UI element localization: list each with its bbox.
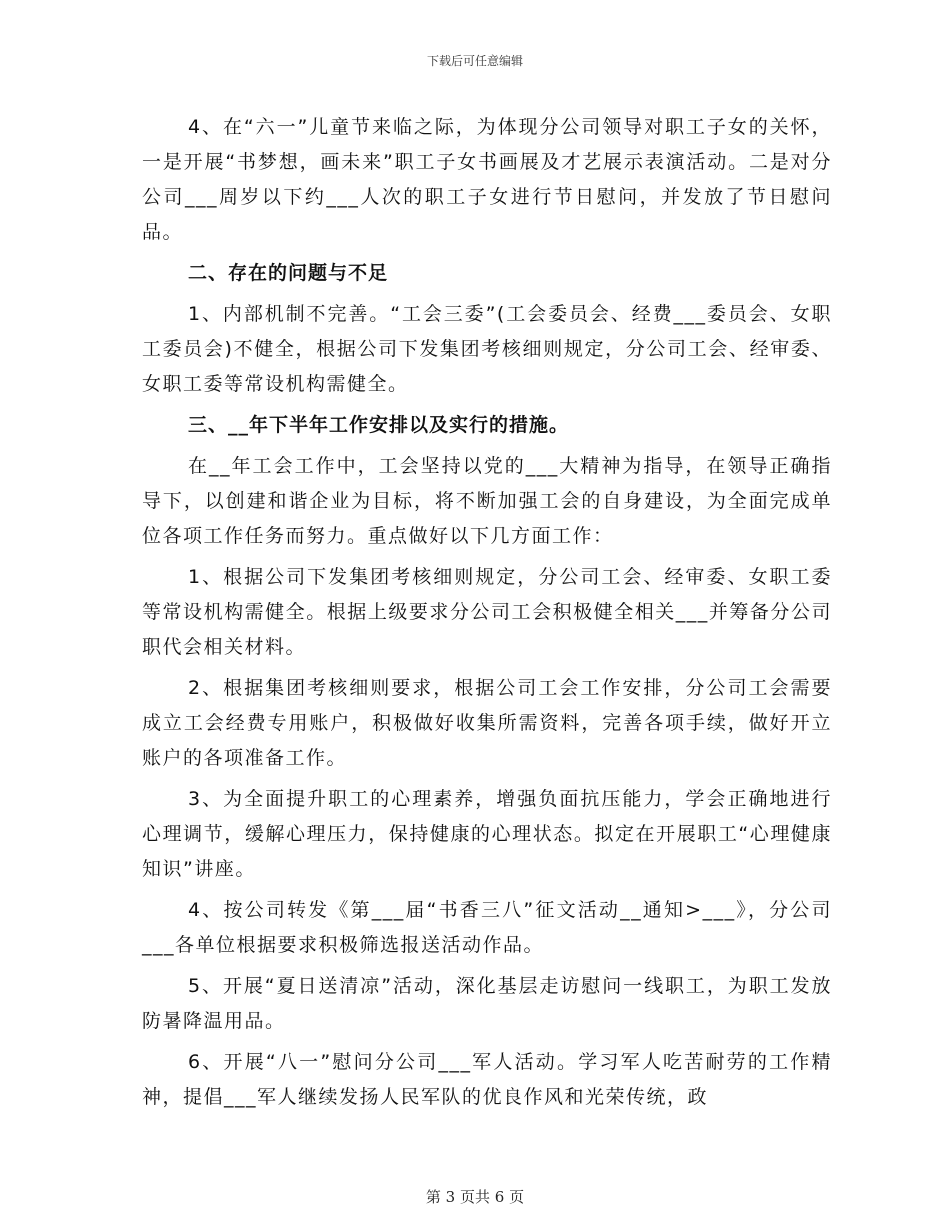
page-header: 下载后可任意编辑 bbox=[426, 54, 523, 68]
section-heading-plans: 三、__年下半年工作安排以及实行的措施。 bbox=[188, 414, 570, 436]
document-body bbox=[142, 110, 832, 1121]
paragraph-children-day: 4、在“六一”儿童节来临之际，为体现分公司领导对职工子女的关怀，一是开展“书梦想，画未来”职工子女书画展及才艺展示表演活动。二是对分公司___周岁以下约___人次的职工子女进行节日慰问，并发放了节日慰问品。 bbox=[142, 116, 832, 243]
page-footer: 第 3 页共 6 页 bbox=[425, 1188, 525, 1206]
paragraph-plan-6: 6、开展“八一”慰问分公司___军人活动。学习军人吃苦耐劳的工作精神，提倡___军人继续发扬人民军队的优良作风和光荣传统，政 bbox=[142, 1051, 832, 1108]
paragraph-intro-plans: 在__年工会工作中，工会坚持以党的___大精神为指导，在领导正确指导下，以创建和谐企业为目标，将不断加强工会的自身建设，为全面完成单位各项工作任务而努力。重点做好以下几方面工作： bbox=[142, 455, 832, 547]
section-heading-problems: 二、存在的问题与不足 bbox=[188, 262, 389, 284]
paragraph-plan-3: 3、为全面提升职工的心理素养，增强负面抗压能力，学会正确地进行心理调节，缓解心理压力，保持健康的心理状态。拟定在开展职工“心理健康知识”讲座。 bbox=[142, 788, 832, 880]
paragraph-mechanism: 1、内部机制不完善。“工会三委”(工会委员会、经费___委员会、女职工委员会)不健全，根据公司下发集团考核细则规定，分公司工会、经审委、女职工委等常设机构需健全。 bbox=[142, 303, 832, 395]
paragraph-plan-1: 1、根据公司下发集团考核细则规定，分公司工会、经审委、女职工委等常设机构需健全。根据上级要求分公司工会积极健全相关___并筹备分公司职代会相关材料。 bbox=[142, 566, 832, 658]
paragraph-plan-2: 2、根据集团考核细则要求，根据公司工会工作安排，分公司工会需要成立工会经费专用账户，积极做好收集所需资料，完善各项手续，做好开立账户的各项准备工作。 bbox=[142, 677, 832, 769]
paragraph-plan-4: 4、按公司转发《第___届“书香三八”征文活动__通知>___》，分公司___各单位根据要求积极筛选报送活动作品。 bbox=[142, 899, 832, 956]
paragraph-plan-5: 5、开展“夏日送清凉”活动，深化基层走访慰问一线职工，为职工发放防暑降温用品。 bbox=[142, 975, 832, 1032]
